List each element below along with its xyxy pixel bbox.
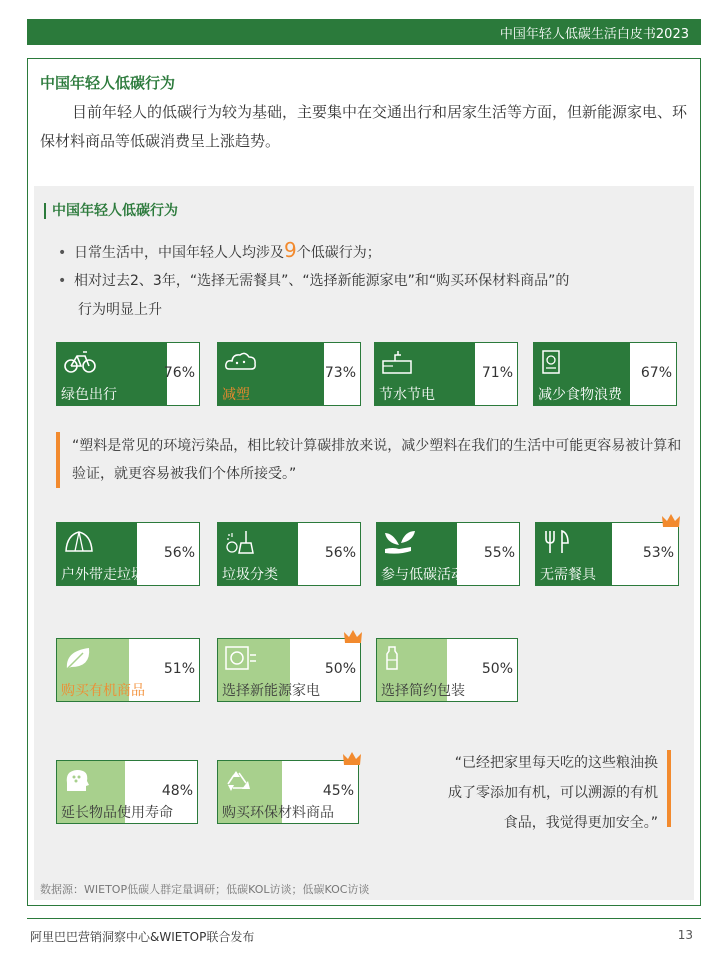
behavior-card-extend-lifespan [56, 760, 198, 824]
behavior-pct: 56% [324, 545, 356, 561]
behavior-label: 购买环保材料商品 [222, 805, 334, 821]
bottle-icon [383, 645, 417, 671]
behavior-card-low-carbon-activity [376, 522, 520, 586]
bullet-2-line2: 行为明显上升 [78, 302, 162, 318]
quote-accent-bar [667, 750, 671, 827]
behavior-card-no-cutlery [535, 522, 679, 586]
quote-organic-food [410, 748, 658, 838]
recycle-icon [224, 767, 258, 793]
bullet-1-post: 个低碳行为； [296, 245, 381, 261]
behavior-pct: 71% [481, 365, 513, 381]
behavior-label: 户外带走垃圾 [61, 567, 145, 583]
behavior-label: 延长物品使用寿命 [61, 805, 173, 821]
behavior-label: 绿色出行 [61, 387, 117, 403]
behavior-pct: 53% [642, 545, 674, 561]
behavior-label: 垃圾分类 [222, 567, 278, 583]
bullet-1-number: 9 [284, 238, 297, 262]
behavior-label: 节水节电 [379, 387, 435, 403]
behavior-card-waste-sorting [217, 522, 361, 586]
behavior-label: 参与低碳活动 [381, 567, 465, 583]
tent-icon [63, 529, 97, 555]
behavior-pct: 55% [483, 545, 515, 561]
behavior-pct: 51% [163, 661, 195, 677]
faucet-icon [381, 349, 415, 375]
plant-hand-icon [383, 529, 417, 555]
quote-plastic: “塑料是常见的环境污染品，相比较计算碳排放来说，减少塑料在我们的生活中可能更容易被计算和验证，就更容易被我们个体所接受。” [56, 432, 686, 488]
quote-line: 成了零添加有机，可以溯源的有机 [448, 785, 658, 801]
behavior-card-save-water-power [374, 342, 518, 406]
section-title: 中国年轻人低碳行为 [44, 203, 178, 219]
behavior-pct: 73% [324, 365, 356, 381]
behavior-card-new-energy-appliance [217, 638, 361, 702]
header-bar [27, 19, 701, 45]
head-icon [63, 767, 97, 793]
bullet-2-line1: 相对过去2、3年，“选择无需餐具”、“选择新能源家电”和“购买环保材料商品”的 [74, 273, 570, 289]
crown-icon [342, 750, 362, 768]
footer-publisher: 阿里巴巴营销洞察中心&WIETOP联合发布 [30, 930, 255, 944]
bullet-1: • 日常生活中，中国年轻人人均涉及9个低碳行为； [58, 238, 381, 262]
behavior-pct: 50% [481, 661, 513, 677]
behavior-label: 减塑 [222, 387, 250, 403]
behavior-pct: 56% [163, 545, 195, 561]
behavior-label: 选择新能源家电 [222, 683, 320, 699]
bullet-1-pre: 日常生活中，中国年轻人人均涉及 [74, 245, 284, 261]
crown-icon [661, 512, 681, 530]
intro-title: 中国年轻人低碳行为 [40, 74, 176, 92]
quote-line: 食品，我觉得更加安全。” [503, 815, 658, 831]
behavior-pct: 50% [324, 661, 356, 677]
behavior-pct: 76% [163, 365, 195, 381]
behavior-card-green-travel [56, 342, 200, 406]
leaf-icon [63, 645, 97, 671]
bullet-2: • 相对过去2、3年，“选择无需餐具”、“选择新能源家电”和“购买环保材料商品”的 行为明显上升 [58, 267, 678, 325]
behavior-card-organic-goods [56, 638, 200, 702]
recycle-broom-icon [224, 529, 258, 555]
food-bowl-icon [540, 349, 574, 375]
page-number: 13 [677, 928, 693, 942]
behavior-label: 无需餐具 [540, 567, 596, 583]
data-source: 数据源：WIETOP低碳人群定量调研；低碳KOL访谈；低碳KOC访谈 [40, 883, 370, 896]
behavior-card-take-trash [56, 522, 200, 586]
quote-line: “已经把家里每天吃的这些粮油换 [454, 755, 658, 771]
behavior-pct: 67% [640, 365, 672, 381]
behavior-card-eco-material-goods [217, 760, 359, 824]
behavior-card-reduce-food-waste [533, 342, 677, 406]
behavior-card-reduce-plastic [217, 342, 361, 406]
footer-divider [27, 918, 701, 919]
behavior-label: 购买有机商品 [61, 683, 145, 699]
behavior-pct: 48% [161, 783, 193, 799]
crown-icon [343, 628, 363, 646]
bicycle-icon [63, 349, 97, 375]
cutlery-icon [542, 529, 576, 555]
cloud-icon [224, 349, 258, 375]
behavior-label: 选择简约包装 [381, 683, 465, 699]
socket-icon [224, 645, 258, 671]
behavior-card-simple-packaging [376, 638, 518, 702]
intro-text: 目前年轻人的低碳行为较为基础，主要集中在交通出行和居家生活等方面，但新能源家电、环保材料商品等低碳消费呈上涨趋势。 [40, 103, 688, 150]
header-title: 中国年轻人低碳生活白皮书2023 [499, 26, 689, 42]
behavior-pct: 45% [322, 783, 354, 799]
behavior-label: 减少食物浪费 [538, 387, 622, 403]
